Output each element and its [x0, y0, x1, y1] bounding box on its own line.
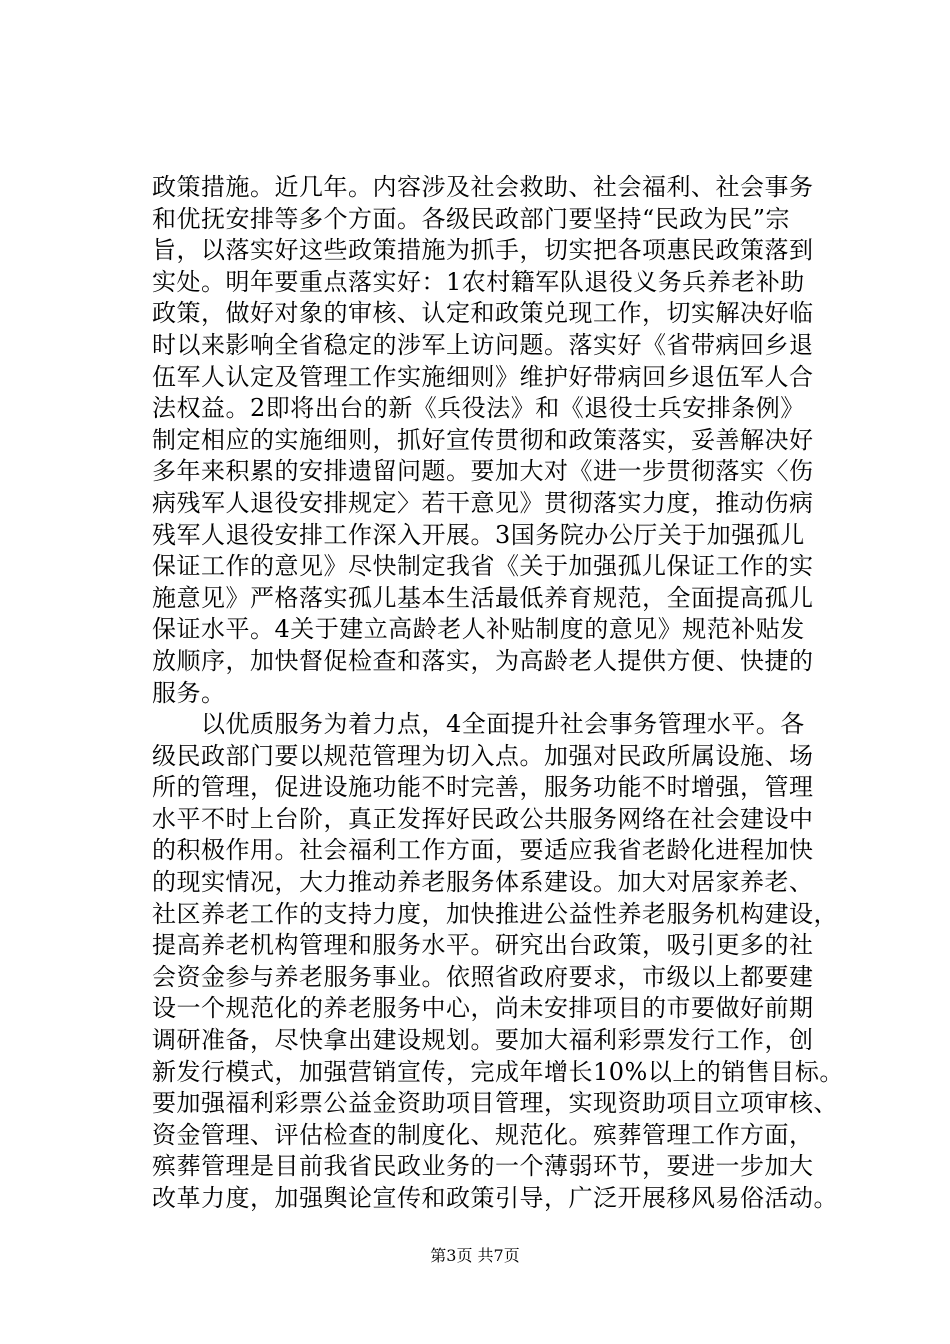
text-line: 伍军人认定及管理工作实施细则》维护好带病回乡退伍军人合 [152, 362, 814, 391]
text-line: 级民政部门要以规范管理为切入点。加强对民政所属设施、场 [152, 741, 814, 770]
text-line: 旨，以落实好这些政策措施为抓手，切实把各项惠民政策落到 [152, 236, 814, 265]
page-footer: 第3页 共7页 [430, 1246, 520, 1265]
text-line: 病残军人退役安排规定〉若干意见》贯彻落实力度，推动伤病 [152, 488, 814, 517]
text-line: 提高养老机构管理和服务水平。研究出台政策，吸引更多的社 [152, 931, 814, 960]
text-line: 以优质服务为着力点，4全面提升社会事务管理水平。各 [152, 710, 805, 739]
text-line: 服务。 [152, 678, 226, 707]
text-line: 制定相应的实施细则，抓好宣传贯彻和政策落实，妥善解决好 [152, 425, 814, 454]
text-line: 殡葬管理是目前我省民政业务的一个薄弱环节，要进一步加大 [152, 1152, 814, 1181]
text-line: 施意见》严格落实孤儿基本生活最低养育规范，全面提高孤儿 [152, 583, 814, 612]
text-line: 法权益。2即将出台的新《兵役法》和《退役士兵安排条例》 [152, 394, 805, 423]
text-line: 保证工作的意见》尽快制定我省《关于加强孤儿保证工作的实 [152, 552, 814, 581]
text-line: 所的管理，促进设施功能不时完善，服务功能不时增强，管理 [152, 773, 814, 802]
text-line: 改革力度，加强舆论宣传和政策引导，广泛开展移风易俗活动。 [152, 1184, 838, 1212]
text-line: 社区养老工作的支持力度，加快推进公益性养老服务机构建设， [152, 899, 838, 928]
text-line: 时以来影响全省稳定的涉军上访问题。落实好《省带病回乡退 [152, 330, 814, 359]
text-line: 多年来积累的安排遗留问题。要加大对《进一步贯彻落实〈伤 [152, 457, 814, 486]
text-line: 会资金参与养老服务事业。依照省政府要求，市级以上都要建 [152, 962, 814, 991]
text-line: 保证水平。4关于建立高龄老人补贴制度的意见》规范补贴发 [152, 615, 805, 644]
text-line: 设一个规范化的养老服务中心，尚未安排项目的市要做好前期 [152, 994, 814, 1023]
text-line: 政策，做好对象的审核、认定和政策兑现工作，切实解决好临 [152, 299, 814, 328]
text-line: 水平不时上台阶，真正发挥好民政公共服务网络在社会建设中 [152, 804, 814, 833]
text-line: 资金管理、评估检查的制度化、规范化。殡葬管理工作方面， [152, 1120, 814, 1149]
text-line: 放顺序，加快督促检查和落实，为高龄老人提供方便、快捷的 [152, 646, 814, 675]
text-line: 实处。明年要重点落实好：1农村籍军队退役义务兵养老补助 [152, 267, 805, 296]
body-text [152, 172, 844, 1215]
text-line: 政策措施。近几年。内容涉及社会救助、社会福利、社会事务 [152, 173, 814, 201]
text-line: 和优抚安排等多个方面。各级民政部门要坚持“民政为民”宗 [152, 204, 791, 233]
text-line: 新发行模式，加强营销宣传，完成年增长10%以上的销售目标。 [152, 1057, 844, 1086]
text-line: 的积极作用。社会福利工作方面，要适应我省老龄化进程加快 [152, 836, 814, 865]
text-line: 的现实情况，大力推动养老服务体系建设。加大对居家养老、 [152, 868, 814, 897]
text-line: 残军人退役安排工作深入开展。3国务院办公厅关于加强孤儿 [152, 520, 805, 549]
text-line: 要加强福利彩票公益金资助项目管理，实现资助项目立项审核、 [152, 1089, 838, 1118]
text-line: 调研准备，尽快拿出建设规划。要加大福利彩票发行工作，创 [152, 1026, 814, 1055]
